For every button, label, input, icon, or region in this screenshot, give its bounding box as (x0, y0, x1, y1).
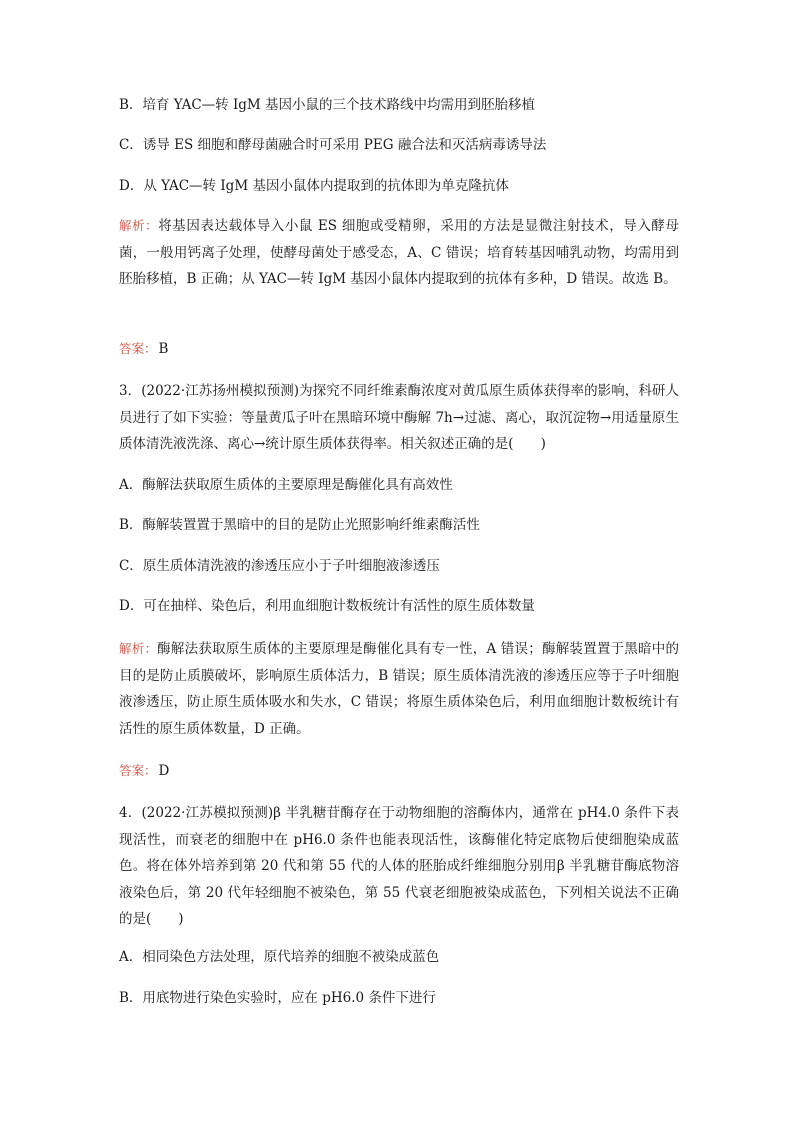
q3-answer (119, 761, 689, 781)
analysis-label: 解析： (119, 641, 158, 656)
q2-option-d: D．从 YAC—转 IgM 基因小鼠体内提取到的抗体即为单克隆抗体 (119, 178, 509, 194)
q2-answer (119, 339, 689, 359)
q4-option-b: B．用底物进行染色实验时，应在 pH6.0 条件下进行 (119, 990, 436, 1006)
analysis-label: 解析： (119, 218, 159, 233)
q2-option-b: B．培育 YAC—转 IgM 基因小鼠的三个技术路线中均需用到胚胎移植 (119, 97, 536, 113)
q3-option-d: D．可在抽样、染色后，利用血细胞计数板统计有活性的原生质体数量 (119, 598, 535, 614)
q4-stem: 4．(2022·江苏模拟预测)β 半乳糖苷酶存在于动物细胞的溶酶体内，通常在 pH4.0 条件下表现活性，而衰老的细胞中在 pH6.0 条件也能表现活性，该酶催化特定底物后使细胞染成蓝色。将在体外培养到第 20 代和第 55 代的人体的胚胎成纤维细胞分别用β 半乳糖苷酶底物溶液染色后，第 20 代年轻细胞不被染色，第 55 代衰老细胞被染成蓝色，下列相关说法不正确的是( ) (119, 805, 679, 927)
answer-label: 答案： (119, 341, 157, 356)
q3-option-c: C．原生质体清洗液的渗透压应小于子叶细胞液渗透压 (119, 558, 440, 574)
answer-value: B (158, 341, 169, 357)
q2-option-c: C．诱导 ES 细胞和酵母菌融合时可采用 PEG 融合法和灭活病毒诱导法 (119, 137, 547, 153)
analysis-text: 酶解法获取原生质体的主要原理是酶催化具有专一性，A 错误；酶解装置置于黑暗中的目的是防止质膜破坏，影响原生质体活力，B 错误；原生质体清洗液的渗透压应等于子叶细胞液渗透压，防止原生质体吸水和失水，C 错误；将原生质体染色后，利用血细胞计数板统计有活性的原生质体数量，D 正确。 (119, 641, 679, 737)
q2-analysis (119, 213, 679, 293)
q3-option-a: A．酶解法获取原生质体的主要原理是酶催化具有高效性 (119, 477, 453, 493)
q4-option-a: A．相同染色方法处理，原代培养的细胞不被染成蓝色 (119, 949, 440, 965)
analysis-text: 将基因表达载体导入小鼠 ES 细胞或受精卵，采用的方法是显微注射技术，导入酵母菌，一般用钙离子处理，使酵母菌处于感受态，A、C 错误；培育转基因哺乳动物，均需用到胚胎移植，B 正确；从 YAC—转 IgM 基因小鼠体内提取到的抗体有多种，D 错误。故选 B。 (119, 218, 679, 287)
answer-value: D (158, 763, 170, 779)
q3-stem: 3．(2022·江苏扬州模拟预测)为探究不同纤维素酶浓度对黄瓜原生质体获得率的影响，科研人员进行了如下实验：等量黄瓜子叶在黑暗环境中酶解 7h→过滤、离心，取沉淀物→用适量原生质体清洗液洗涤、离心→统计原生质体获得率。相关叙述正确的是( ) (119, 383, 679, 452)
q3-analysis (119, 636, 679, 742)
q3-option-b: B．酶解装置置于黑暗中的目的是防止光照影响纤维素酶活性 (119, 517, 480, 533)
answer-label: 答案： (119, 763, 157, 778)
